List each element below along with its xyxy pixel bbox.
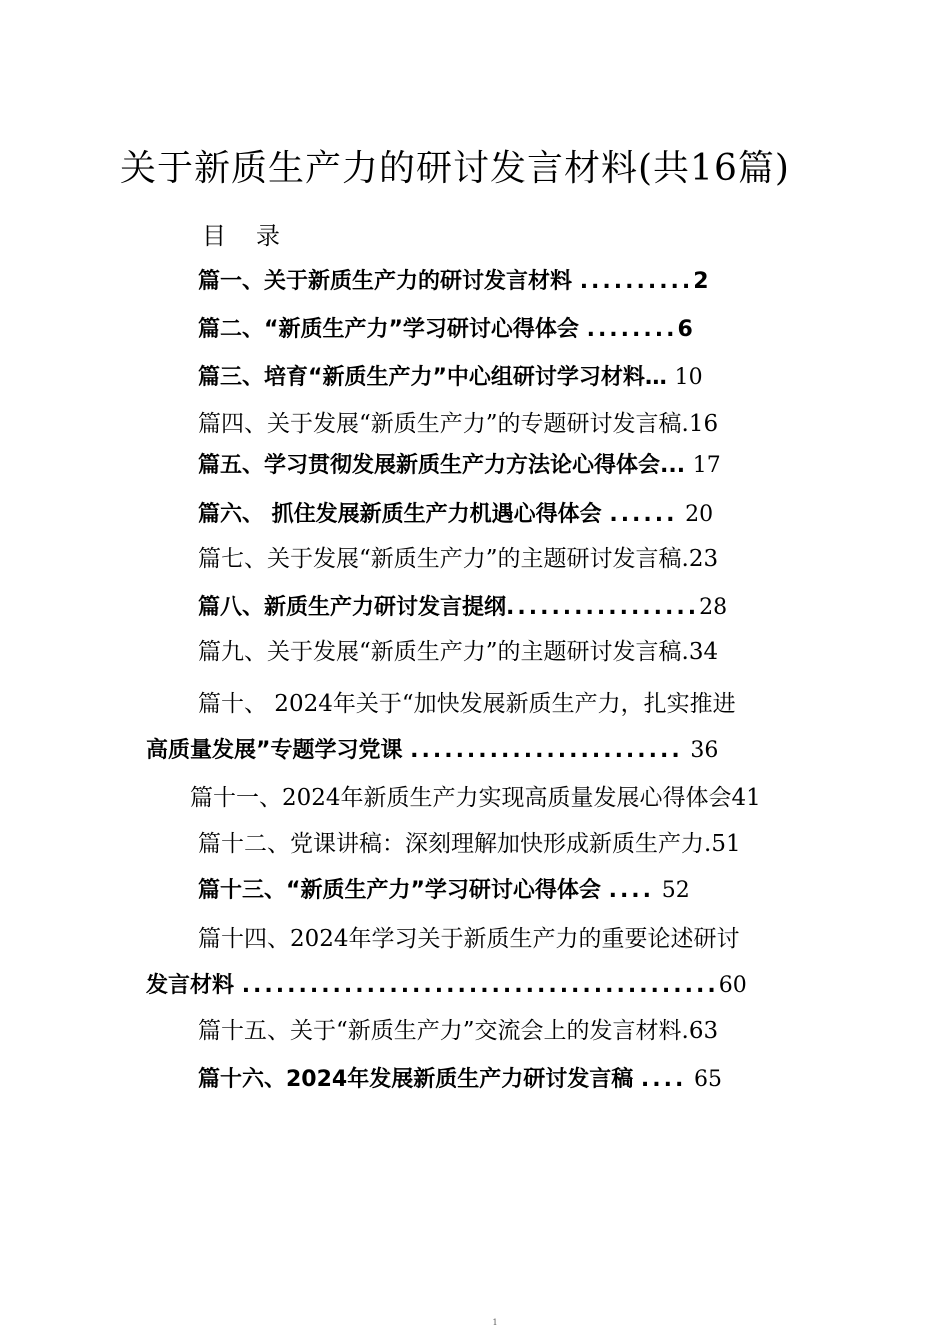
toc-entry-line1[interactable] bbox=[198, 921, 740, 957]
toc-entry-page: 36 bbox=[690, 738, 719, 763]
toc-entry[interactable] bbox=[198, 634, 718, 670]
page-number: 1 bbox=[492, 1318, 498, 1327]
toc-entry-title: 篇十五、关于“新质生产力”交流会上的发言材料. bbox=[198, 1018, 689, 1044]
toc-entry-line1[interactable] bbox=[198, 686, 736, 722]
toc-entry-title: 高质量发展”专题学习党课 bbox=[146, 738, 403, 763]
toc-entry-title: 篇三、培育“新质生产力”中心组研讨学习材料… bbox=[198, 365, 667, 390]
toc-entry-page: 20 bbox=[685, 502, 714, 527]
toc-entry-page: 28 bbox=[699, 595, 728, 620]
toc-entry-title: 篇十三、“新质生产力”学习研讨心得体会 bbox=[198, 878, 601, 903]
toc-entry-page: 41 bbox=[731, 785, 761, 811]
toc-entry[interactable] bbox=[198, 264, 709, 300]
toc-entry[interactable] bbox=[198, 360, 703, 396]
toc-entry-title: 篇十四、2024年学习关于新质生产力的重要论述研讨 bbox=[198, 926, 740, 952]
toc-entry-line2[interactable] bbox=[146, 733, 718, 769]
toc-entry-page: 2 bbox=[693, 269, 709, 294]
toc-entry-title: 篇六、 抓住发展新质生产力机遇心得体会 bbox=[198, 502, 602, 527]
toc-entry[interactable] bbox=[198, 590, 727, 626]
toc-heading-char-1: 目 bbox=[202, 222, 226, 250]
toc-entry-title: 篇十六、2024年发展新质生产力研讨发言稿 bbox=[198, 1067, 634, 1092]
toc-entry[interactable] bbox=[198, 1013, 718, 1049]
toc-entry-dots: .......... bbox=[579, 269, 694, 294]
toc-entry[interactable] bbox=[198, 873, 690, 909]
toc-entry-title: 篇八、新质生产力研讨发言提纲 bbox=[198, 595, 507, 620]
toc-entry-dots: .......................................... bbox=[241, 973, 719, 998]
toc-entry-dots: ........ bbox=[586, 317, 678, 342]
toc-heading bbox=[202, 216, 280, 251]
toc-entry-dots: ........................ bbox=[410, 738, 683, 763]
toc-entry[interactable] bbox=[198, 826, 741, 862]
toc-entry-title: 篇二、“新质生产力”学习研讨心得体会 bbox=[198, 317, 579, 342]
toc-entry-page: 6 bbox=[677, 317, 693, 342]
toc-entry[interactable] bbox=[198, 406, 718, 442]
toc-entry-title: 篇十一、2024年新质生产力实现高质量发展心得体会 bbox=[190, 785, 732, 811]
toc-entry-page: 34 bbox=[688, 639, 719, 665]
toc-entry-title: 篇十二、党课讲稿：深刻理解加快形成新质生产力. bbox=[198, 831, 712, 857]
toc-heading-char-2: 录 bbox=[256, 222, 280, 250]
toc-entry-dots: ...... bbox=[609, 502, 678, 527]
toc-entry-dots: .... bbox=[608, 878, 655, 903]
document-title: 关于新质生产力的研讨发言材料(共16篇) bbox=[120, 148, 790, 189]
toc-entry-page: 51 bbox=[711, 831, 741, 857]
toc-entry[interactable] bbox=[198, 448, 721, 484]
toc-entry-page: 65 bbox=[694, 1067, 723, 1092]
toc-entry[interactable] bbox=[190, 780, 761, 816]
toc-entry-line2[interactable] bbox=[146, 968, 747, 1004]
toc-entry-page: 52 bbox=[661, 878, 690, 903]
toc-entry[interactable] bbox=[198, 312, 693, 348]
toc-entry-title: 篇五、学习贯彻发展新质生产力方法论心得体会... bbox=[198, 453, 686, 478]
toc-entry-title: 篇四、关于发展“新质生产力”的专题研讨发言稿. bbox=[198, 411, 689, 437]
toc-entry-page: 63 bbox=[688, 1018, 719, 1044]
toc-entry-page: 17 bbox=[692, 453, 721, 478]
toc-entry-dots: ................. bbox=[506, 595, 700, 620]
toc-entry-title: 篇十、 2024年关于“加快发展新质生产力，扎实推进 bbox=[198, 691, 736, 717]
toc-entry-title: 篇九、关于发展“新质生产力”的主题研讨发言稿. bbox=[198, 639, 689, 665]
toc-entry-title: 发言材料 bbox=[146, 973, 235, 998]
toc-entry[interactable] bbox=[198, 497, 713, 533]
toc-entry[interactable] bbox=[198, 1062, 722, 1098]
toc-entry-dots: .... bbox=[640, 1067, 687, 1092]
toc-entry-page: 23 bbox=[688, 546, 719, 572]
toc-entry-page: 16 bbox=[688, 411, 719, 437]
toc-entry-title: 篇一、关于新质生产力的研讨发言材料 bbox=[198, 269, 573, 294]
toc-entry-page: 60 bbox=[718, 973, 747, 998]
toc-entry-page: 10 bbox=[674, 365, 703, 390]
toc-entry[interactable] bbox=[198, 541, 718, 577]
toc-entry-title: 篇七、关于发展“新质生产力”的主题研讨发言稿. bbox=[198, 546, 689, 572]
